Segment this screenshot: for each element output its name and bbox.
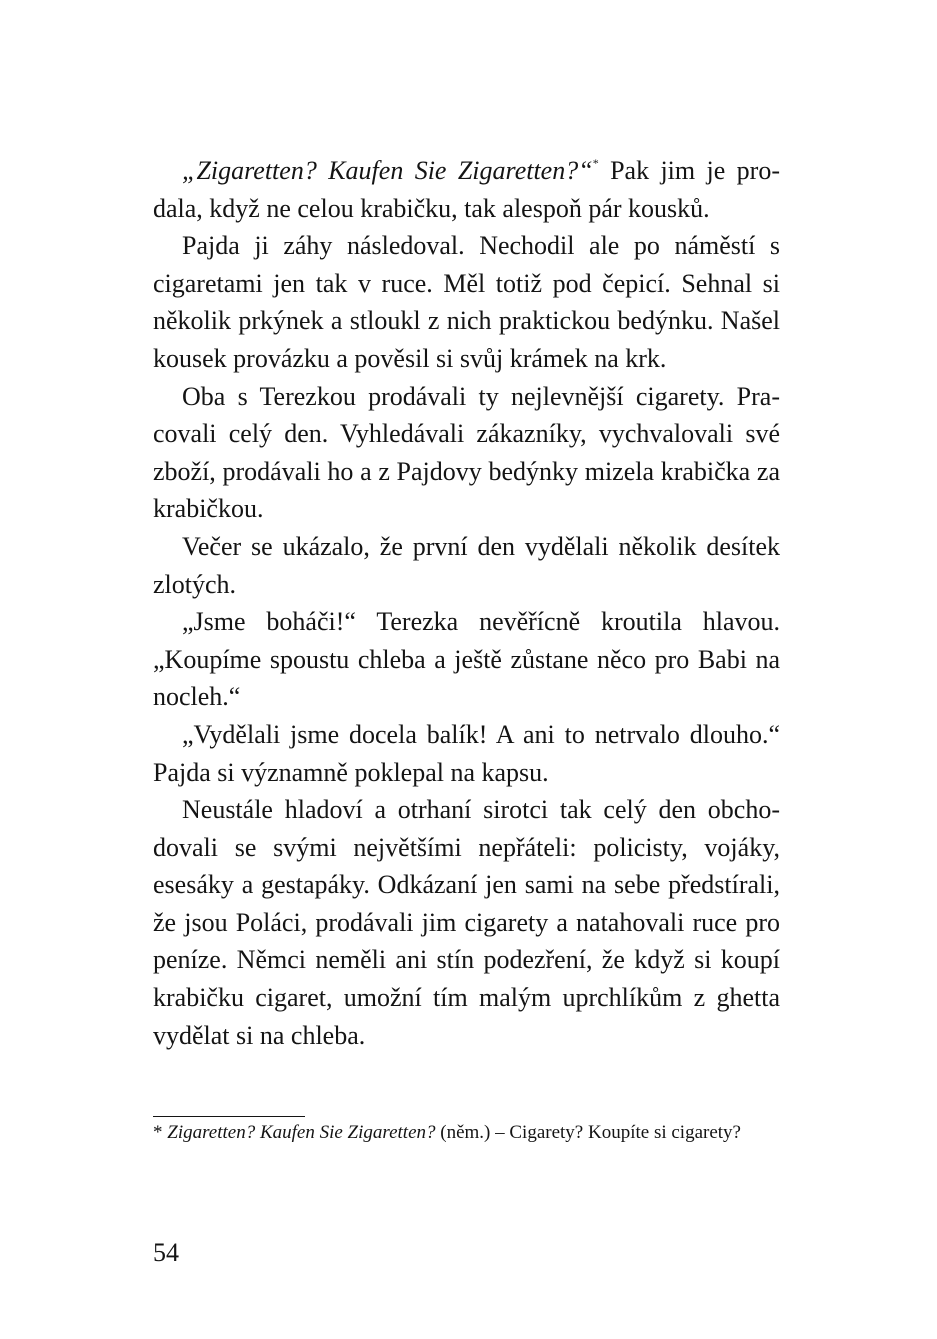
footnote-marker: * xyxy=(592,156,599,170)
footnote-marker: * xyxy=(153,1122,163,1143)
paragraph: Oba s Terezkou prodávali ty nejlevnější cigarety. Pracovali celý den. Vyhledávali zákazníky, vychvalovali své zboží, prodávali ho a z Pajdovy bedýnky mizela krabička za krabičkou. xyxy=(153,381,780,524)
main-text xyxy=(153,152,780,1054)
paragraph: Pajda ji záhy následoval. Nechodil ale po náměstí s cigaretami jen tak v ruce. Měl totiž pod čepicí. Sehnal si několik prkýnek a stloukl z nich praktickou bedýnku. Našel kousek provázku a pověsil si svůj krámek na krk. xyxy=(153,231,780,373)
page-number: 54 xyxy=(153,1238,179,1267)
paragraph: Večer se ukázalo, že první den vydělali několik desítek zlotých. xyxy=(153,531,780,599)
paragraph-text: Pak jim je prodala, když ne celou krabičku, tak alespoň pár kousků. xyxy=(153,156,780,223)
quoted-german-phrase: „Zigaretten? Kaufen Sie Zigaretten?“ xyxy=(182,156,593,185)
paragraph: Neustále hladoví a otrhaní sirotci tak celý den obchodovali se svými největšími nepřáteli: policisty, vojáky, esesáky a gestapáky. Odkázaní jen sami na sebe předstírali, že jsou Poláci, prodávali jim cigarety a natahovali ruce pro peníze. Němci neměli ani stín podezření, že když si koupí krabičku cigaret, umožní tím malým uprchlíkům z ghetta vydělat si na chleba. xyxy=(153,795,780,1050)
paragraph: „Jsme boháči!“ Terezka nevěřícně kroutila hlavou. „Koupíme spoustu chleba a ještě zůstane něco pro Babi na nocleh.“ xyxy=(153,607,780,712)
footnote xyxy=(153,1121,753,1145)
footnote-separator xyxy=(153,1116,305,1117)
paragraph: „Vydělali jsme docela balík! A ani to netrvalo dlouho.“ Pajda si významně poklepal na kapsu. xyxy=(153,719,780,787)
paragraph xyxy=(153,152,780,227)
footnote-german-phrase: Zigaretten? Kaufen Sie Zigaretten? xyxy=(167,1122,436,1143)
footnote-translation: (něm.) – Cigarety? Koupíte si cigarety? xyxy=(435,1122,741,1143)
